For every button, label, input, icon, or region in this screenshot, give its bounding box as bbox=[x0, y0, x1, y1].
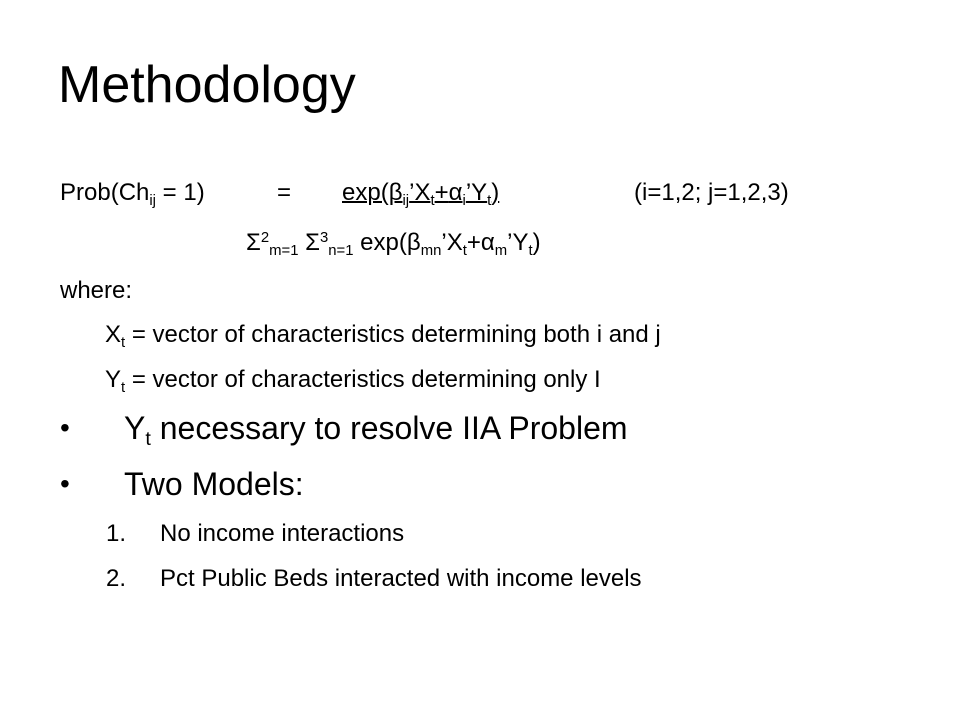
den-y: ’Y bbox=[507, 229, 529, 256]
formula-lhs-sub: ij bbox=[149, 192, 156, 209]
den-exp: exp(β bbox=[353, 229, 421, 256]
definition-y bbox=[105, 366, 601, 395]
where-label: where: bbox=[60, 277, 133, 304]
formula-denominator bbox=[246, 229, 541, 258]
num-x: ’X bbox=[409, 179, 431, 206]
den-x: ’X bbox=[441, 229, 463, 256]
bullet-text: necessary to resolve IIA Problem bbox=[150, 410, 628, 446]
den-plus: + bbox=[466, 229, 481, 256]
formula-range: (i=1,2; j=1,2,3) bbox=[634, 179, 789, 206]
bullet-marker: • bbox=[60, 468, 70, 499]
formula-lhs-suffix: = 1) bbox=[156, 179, 205, 206]
num-alpha: α bbox=[448, 179, 463, 206]
formula-numerator bbox=[318, 179, 541, 208]
den-sub-beta: mn bbox=[420, 242, 442, 259]
num-sub-y: t bbox=[487, 192, 492, 209]
den-sub-y: t bbox=[528, 242, 533, 259]
den-sigma-2: Σ bbox=[298, 229, 320, 256]
den-sup-2: 3 bbox=[320, 229, 329, 246]
bullet-var: Y bbox=[124, 410, 146, 446]
numbered-item: No income interactions bbox=[160, 520, 405, 547]
definition-x bbox=[105, 321, 661, 350]
den-sub-alpha: m bbox=[494, 242, 508, 259]
bullet-sub: t bbox=[145, 428, 151, 451]
den-sub-1: m=1 bbox=[269, 242, 299, 259]
den-close: ) bbox=[532, 229, 541, 256]
den-sigma-1: Σ bbox=[246, 229, 261, 256]
den-sub-2: n=1 bbox=[328, 242, 354, 259]
num-sub-x: t bbox=[430, 192, 435, 209]
num-open: exp(β bbox=[342, 179, 403, 206]
num-close: ) bbox=[491, 179, 500, 206]
numbered-item: Pct Public Beds interacted with income levels bbox=[160, 565, 642, 592]
den-sub-x: t bbox=[462, 242, 467, 259]
bullet-marker: • bbox=[60, 412, 70, 443]
num-plus: + bbox=[434, 179, 449, 206]
definition-sub: t bbox=[121, 379, 126, 396]
num-sub-alpha: i bbox=[462, 192, 466, 209]
definition-var: Y bbox=[105, 366, 122, 393]
definition-text: = vector of characteristics determining both i and j bbox=[125, 321, 661, 348]
numbered-marker: 2. bbox=[106, 565, 127, 592]
numbered-marker: 1. bbox=[106, 520, 127, 547]
definition-sub: t bbox=[121, 334, 126, 351]
den-alpha: α bbox=[480, 229, 495, 256]
bullet-iia bbox=[124, 409, 628, 451]
definition-text: = vector of characteristics determining only I bbox=[125, 366, 601, 393]
slide-title: Methodology bbox=[58, 56, 356, 114]
den-sup-1: 2 bbox=[260, 229, 270, 246]
formula-equals: = bbox=[277, 179, 292, 206]
formula-lhs-prefix: Prob(Ch bbox=[60, 179, 150, 206]
bullet-two-models: Two Models: bbox=[124, 466, 304, 502]
formula-lhs bbox=[60, 179, 205, 208]
num-y: ’Y bbox=[465, 179, 488, 206]
definition-var: X bbox=[105, 321, 122, 348]
num-sub-beta: ij bbox=[402, 192, 410, 209]
